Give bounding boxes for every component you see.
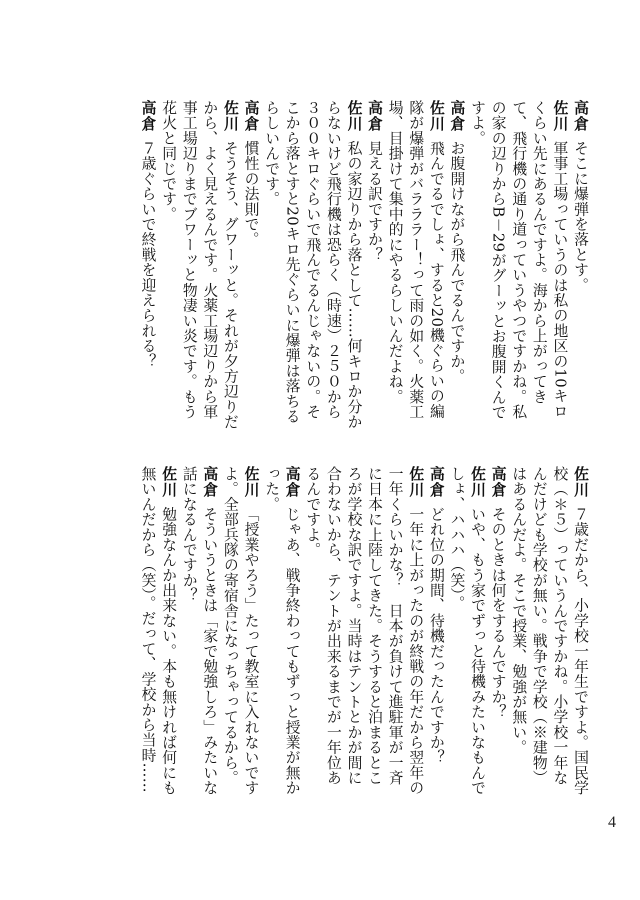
speaker-name: 佐川 bbox=[221, 100, 239, 132]
dialogue-entry bbox=[569, 100, 590, 430]
speech-text: じゃあ、戦争終わってもずっと授業が無かった。 bbox=[263, 466, 301, 796]
speaker-name: 高倉 bbox=[489, 466, 507, 498]
dialogue-entry bbox=[446, 466, 487, 798]
speech-text: 飛んでるでしょ、すると20機ぐらいの編隊が爆弾がバラララー！って雨の如く。火薬工場、目掛けて集中的にやるらしいんだよね。 bbox=[386, 100, 445, 420]
dialogue-entry bbox=[446, 100, 467, 430]
speech-text: そうそう、グワーッと。それが夕方辺りだから、よく見えるんです。火薬工場辺りから軍事工場辺りまでブワーッと物凄い炎です。もう花火と同じです。 bbox=[160, 100, 239, 430]
speech-text: そのときは何をするんですか？ bbox=[489, 506, 507, 720]
dialogue-entry bbox=[261, 466, 302, 798]
speech-text: そこに爆弾を落とす。 bbox=[572, 140, 589, 293]
dialogue-entry bbox=[240, 100, 261, 430]
dialogue-entry bbox=[178, 466, 219, 798]
speech-text: 「授業やろう」たって教室に入れないですよ。全部兵隊の寄宿舎になっちゃってるから。 bbox=[221, 466, 260, 796]
speaker-name: 佐川 bbox=[469, 466, 487, 498]
speaker-name: 佐川 bbox=[572, 466, 589, 498]
speech-text: 一年に上がったのが終戦の年だから翌年の一年くらいかな？ 日本が負けて進駐軍が一斉に日本に上陸してきた。そうすると泊まるところが学校な訳ですよ。当時はテントとかが間に合わないから、テントが出来るまでが一年位あるんですよ。 bbox=[304, 466, 425, 796]
interview-bottom-section bbox=[139, 466, 590, 798]
speaker-name: 佐川 bbox=[427, 100, 445, 132]
dialogue-entry bbox=[261, 100, 364, 430]
dialogue-entry bbox=[508, 466, 590, 798]
speech-text: お腹開けながら飛んでるんですか。 bbox=[448, 140, 466, 384]
interview-top-section bbox=[120, 100, 590, 430]
speech-text: ７歳だから、小学校一年生ですよ。国民学校（＊５）っていうんですかね。小学校一年なんだけども学校が無い。戦争で学校（※建物）はあるんだよ。そこで授業、勉強が無い。 bbox=[510, 466, 589, 796]
page-number: 4 bbox=[608, 814, 616, 831]
speaker-name: 高倉 bbox=[201, 466, 219, 498]
dialogue-entry bbox=[137, 100, 158, 430]
dialogue-entry bbox=[487, 466, 508, 798]
speaker-name: 佐川 bbox=[407, 466, 425, 498]
speech-text: いや、もう家でずっと待機みたいなもんでしょ、ハハハ（笑）。 bbox=[448, 466, 487, 796]
speech-text: 見える訳ですか？ bbox=[366, 140, 384, 263]
speech-text: 勉強なんか出来ない。本も無ければ何にも無いんだから（笑）。だって、学校から当時…… bbox=[139, 466, 178, 796]
dialogue-entry bbox=[363, 100, 384, 430]
dialogue-entry bbox=[425, 466, 446, 798]
dialogue-entry bbox=[302, 466, 426, 798]
speaker-name: 佐川 bbox=[345, 100, 363, 132]
speaker-name: 高倉 bbox=[242, 100, 260, 132]
speaker-name: 高倉 bbox=[139, 100, 157, 132]
speech-text: 軍事工場っていうのは私の地区の10キロくらい先にあるんですよ。海から上がってきて、飛行機の通り道っていうやつですかね。私の家の辺りからB－29がグーッとお腹開くんですよ。 bbox=[469, 100, 569, 420]
speech-text: どれ位の期間、待機だったんですか？ bbox=[427, 506, 445, 765]
speaker-name: 高倉 bbox=[283, 466, 301, 498]
speaker-name: 佐川 bbox=[551, 100, 569, 132]
speaker-name: 佐川 bbox=[242, 466, 260, 498]
speech-text: 私の家辺りから落として……何キロか分からないけど飛行機は恐らく（時速）２５０から３００キロぐらいで飛んでるんじゃないの。そこから落とすと20キロ先ぐらいに爆弾は落ちるらしいんです。 bbox=[263, 100, 363, 430]
speaker-name: 高倉 bbox=[427, 466, 445, 498]
speaker-name: 高倉 bbox=[448, 100, 466, 132]
speaker-name: 高倉 bbox=[366, 100, 384, 132]
dialogue-entry bbox=[219, 466, 260, 798]
dialogue-entry bbox=[384, 100, 446, 430]
speaker-name: 高倉 bbox=[572, 100, 589, 132]
dialogue-entry bbox=[158, 100, 240, 430]
speech-text: 慣性の法則で。 bbox=[242, 140, 260, 247]
dialogue-entry bbox=[466, 100, 569, 430]
dialogue-entry bbox=[137, 466, 178, 798]
speech-text: ７歳ぐらいで終戦を迎えられる？ bbox=[139, 140, 157, 369]
speaker-name: 佐川 bbox=[160, 466, 178, 498]
speech-text: そういうときは「家で勉強しろ」みたいな話になるんですか？ bbox=[180, 466, 219, 796]
